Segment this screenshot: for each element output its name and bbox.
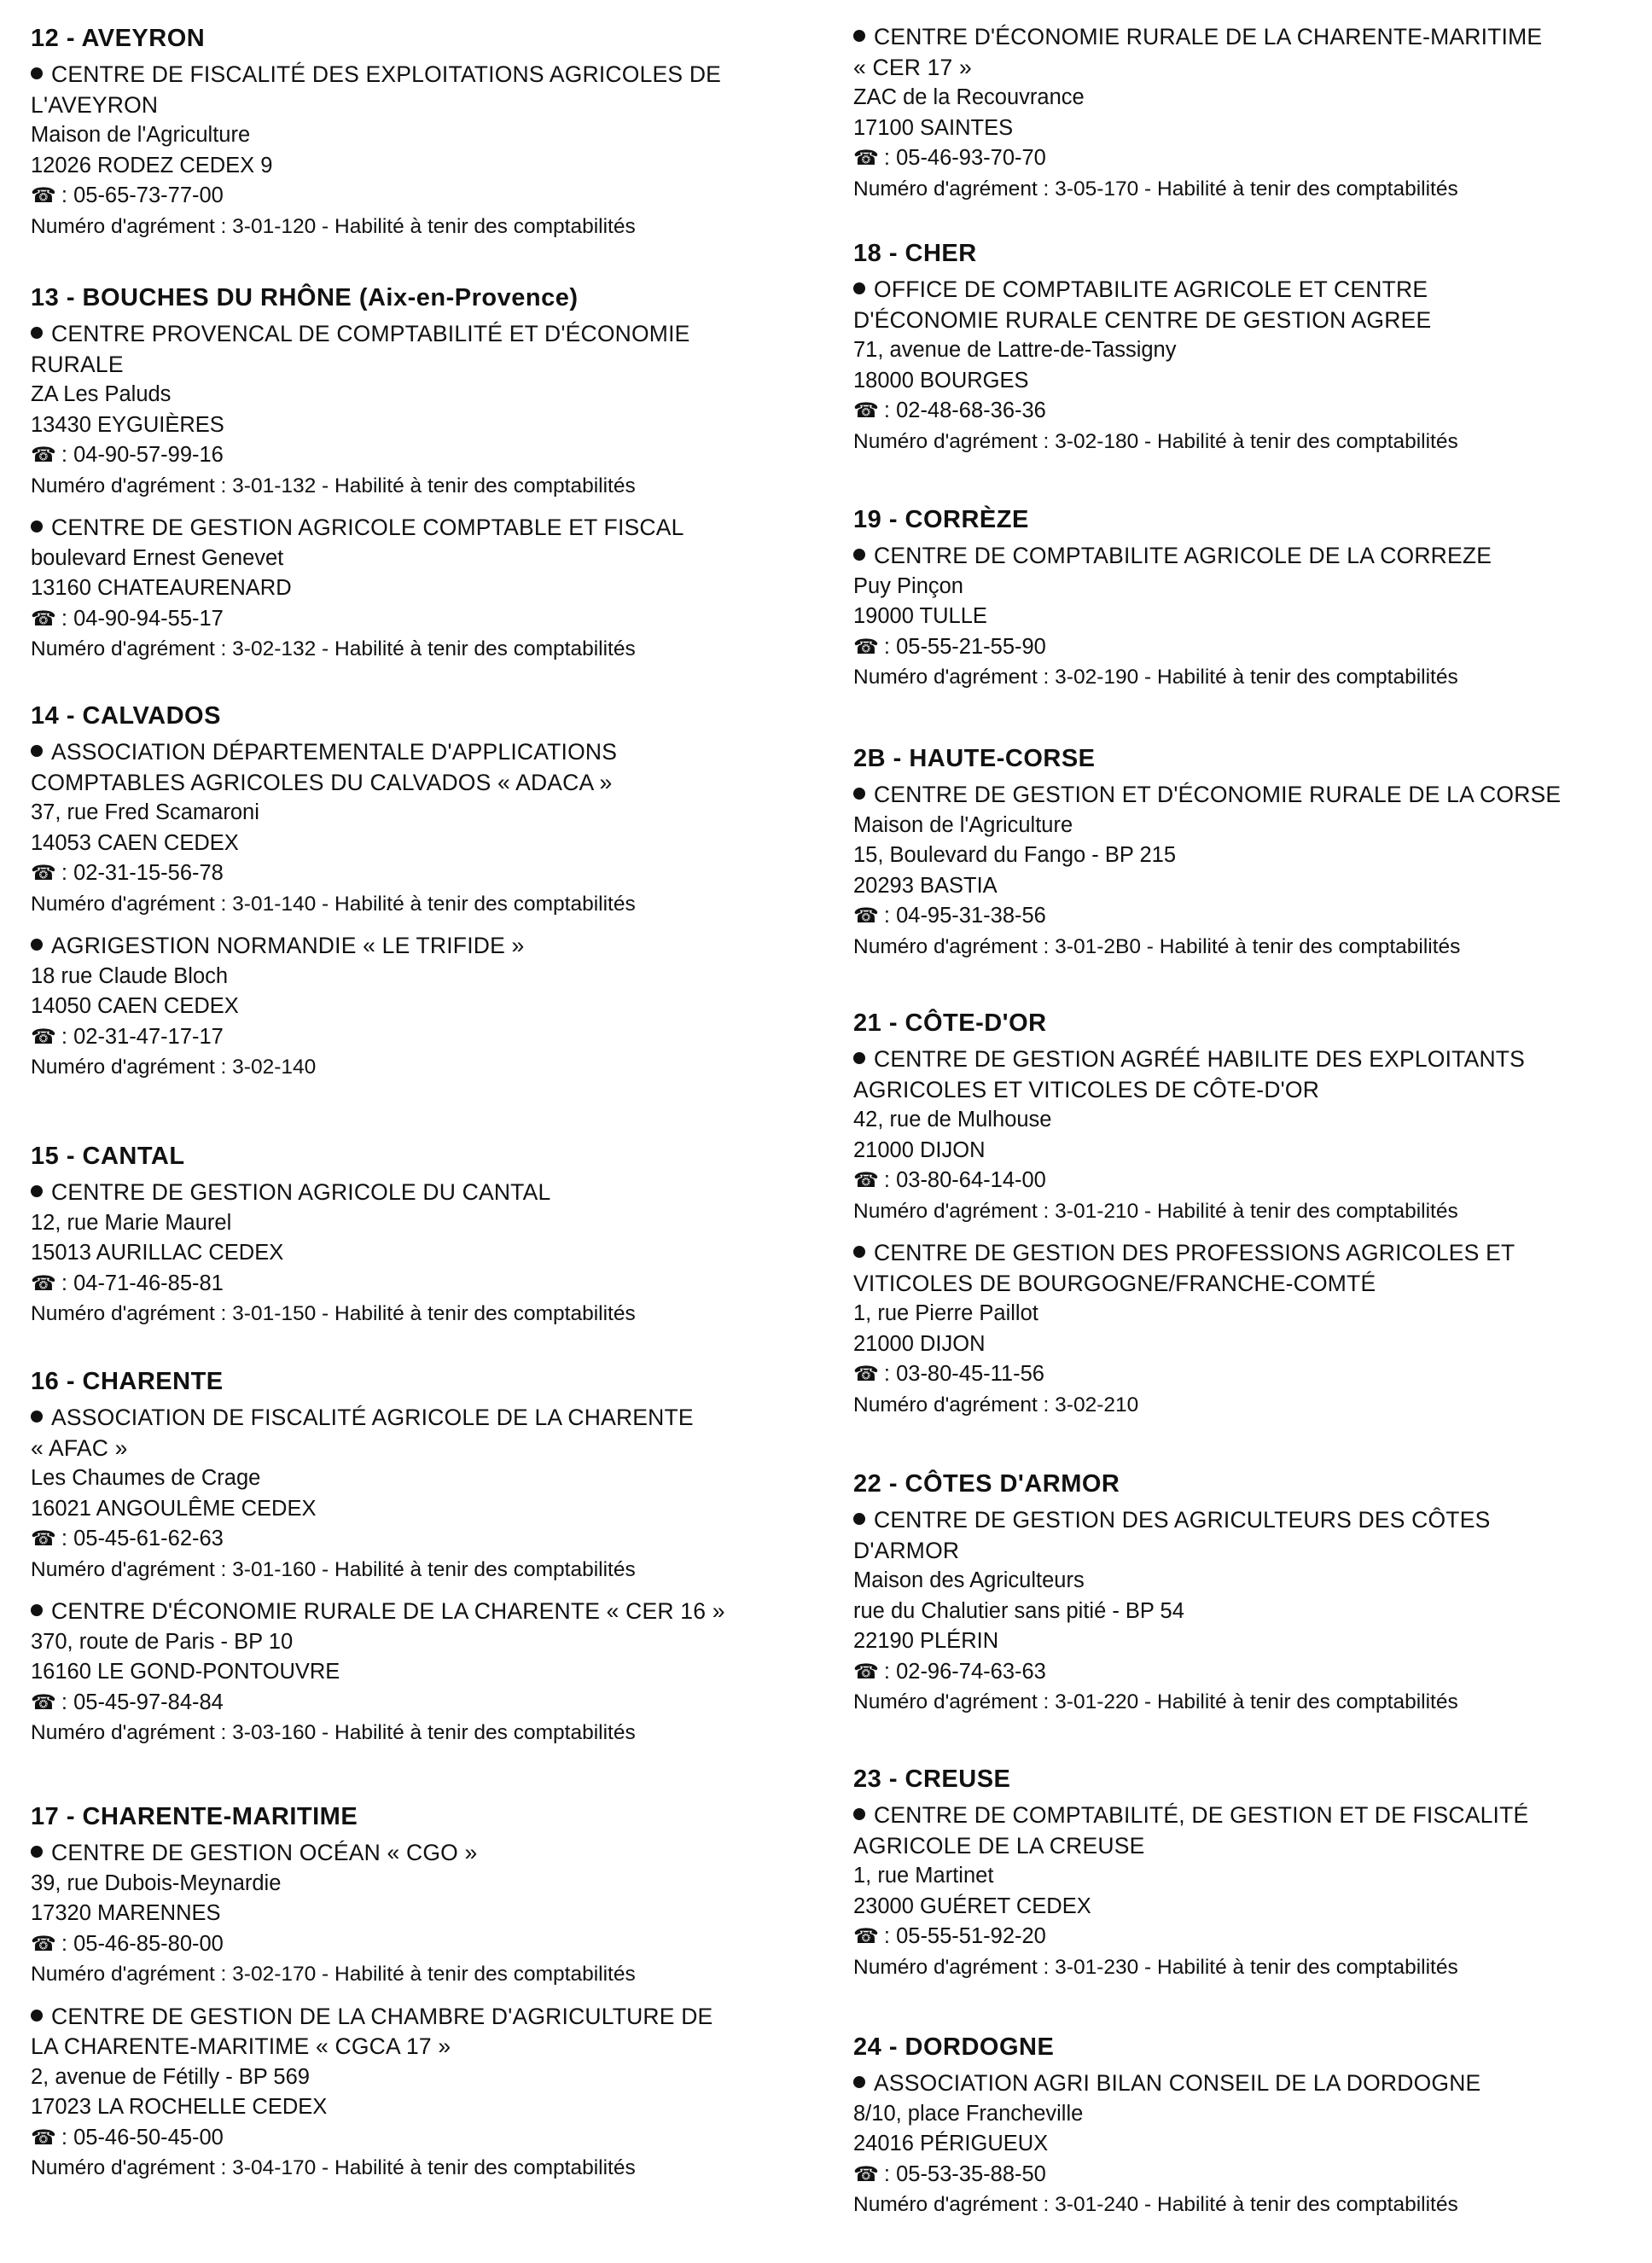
department-section — [853, 1468, 1490, 1718]
organization-name-line — [853, 275, 1458, 305]
organization-name-line — [853, 1044, 1525, 1075]
organization-name-text: D'ARMOR — [853, 1537, 960, 1563]
organization-entry — [853, 1505, 1490, 1718]
organization-name-line — [853, 2068, 1480, 2099]
organization-name-line — [853, 1075, 1525, 1106]
organization-name-text: D'ÉCONOMIE RURALE CENTRE DE GESTION AGREE — [853, 306, 1432, 333]
address-line: 15013 AURILLAC CEDEX — [31, 1241, 284, 1265]
address-line: 22190 PLÉRIN — [853, 1629, 999, 1653]
agrement-line: Numéro d'agrément : 3-02-190 - Habilité à tenir des comptabilités — [853, 666, 1458, 689]
phone-line — [31, 2123, 713, 2154]
address-line: 21000 DIJON — [853, 1137, 986, 1162]
organization-name-line — [853, 22, 1542, 53]
organization-name-text: CENTRE PROVENCAL DE COMPTABILITÉ ET D'ÉCONOMIE — [51, 321, 690, 346]
phone-number: : 04-95-31-38-56 — [883, 904, 1046, 928]
organization-entry — [853, 1238, 1525, 1420]
organization-name-line — [31, 931, 636, 962]
address-line: Maison de l'Agriculture — [853, 812, 1073, 837]
address-line: 18000 BOURGES — [853, 368, 1029, 393]
organization-name-text: CENTRE DE FISCALITÉ DES EXPLOITATIONS AGRICOLES DE — [51, 61, 722, 87]
address-line: rue du Chalutier sans pitié - BP 54 — [853, 1598, 1184, 1623]
department-title: 17 - CHARENTE-MARITIME — [31, 1803, 358, 1830]
phone-number: : 04-71-46-85-81 — [61, 1271, 224, 1295]
phone-line — [853, 901, 1561, 932]
phone-line — [31, 604, 690, 635]
address-line: 18 rue Claude Bloch — [31, 963, 229, 988]
organization-name-text: ASSOCIATION DÉPARTEMENTALE D'APPLICATIONS — [51, 739, 618, 765]
phone-line — [31, 1688, 725, 1719]
phone-line — [31, 181, 721, 212]
phone-line — [31, 858, 636, 889]
organization-entry — [853, 2068, 1480, 2220]
organization-entry — [853, 1801, 1528, 1982]
organization-name-line — [31, 513, 690, 544]
organization-name-line — [31, 1838, 713, 1869]
department-section — [31, 282, 690, 665]
organization-entry — [31, 1597, 725, 1748]
organization-name-line — [31, 350, 690, 381]
organization-name-line — [853, 1536, 1490, 1567]
bullet-icon — [31, 939, 43, 951]
organization-name-text: CENTRE DE COMPTABILITÉ, DE GESTION ET DE FISCALITÉ — [874, 1802, 1529, 1828]
phone-line — [853, 143, 1542, 174]
phone-number: : 05-45-97-84-84 — [61, 1690, 224, 1714]
bullet-icon — [853, 2076, 865, 2088]
organization-name-line — [31, 1178, 636, 1208]
phone-line — [853, 1359, 1525, 1390]
phone-line — [31, 1524, 725, 1555]
telephone-icon: ☎ — [853, 1925, 879, 1948]
phone-number: : 05-46-85-80-00 — [61, 1931, 224, 1956]
department-title: 19 - CORRÈZE — [853, 506, 1029, 533]
telephone-icon: ☎ — [31, 1025, 56, 1049]
department-title: 15 - CANTAL — [31, 1143, 185, 1170]
organization-entry — [31, 60, 721, 241]
organization-name-text: COMPTABLES AGRICOLES DU CALVADOS « ADACA » — [31, 769, 613, 795]
organization-name-line — [31, 2002, 713, 2033]
organization-entry — [853, 780, 1561, 962]
telephone-icon: ☎ — [853, 2162, 879, 2186]
organization-name-line — [853, 1505, 1490, 1536]
organization-name-text: AGRICOLE DE LA CREUSE — [853, 1832, 1145, 1859]
organization-name-text: AGRIGESTION NORMANDIE « LE TRIFIDE » — [51, 933, 525, 958]
address-line: 13430 EYGUIÈRES — [31, 412, 224, 437]
phone-number: : 02-48-68-36-36 — [883, 398, 1046, 422]
bullet-icon — [853, 1052, 865, 1064]
bullet-icon — [853, 1513, 865, 1525]
address-line: 39, rue Dubois-Meynardie — [31, 1870, 282, 1895]
bullet-icon — [31, 1185, 43, 1197]
department-title: 13 - BOUCHES DU RHÔNE (Aix-en-Provence) — [31, 284, 579, 311]
agrement-line: Numéro d'agrément : 3-01-230 - Habilité à tenir des comptabilités — [853, 1955, 1458, 1979]
address-line: 71, avenue de Lattre-de-Tassigny — [853, 338, 1177, 362]
organization-name-text: LA CHARENTE-MARITIME « CGCA 17 » — [31, 2033, 451, 2059]
organization-name-line — [31, 60, 721, 90]
telephone-icon: ☎ — [853, 1363, 879, 1386]
organization-name-text: « CER 17 » — [853, 54, 972, 80]
organization-name-text: ASSOCIATION AGRI BILAN CONSEIL DE LA DORDOGNE — [874, 2070, 1481, 2096]
address-line: 13160 CHATEAURENARD — [31, 576, 292, 600]
department-section — [853, 237, 1458, 457]
organization-name-text: RURALE — [31, 351, 124, 377]
organization-name-text: « AFAC » — [31, 1434, 128, 1461]
department-title: 21 - CÔTE-D'OR — [853, 1009, 1047, 1037]
phone-number: : 05-55-21-55-90 — [883, 634, 1046, 659]
address-line: ZAC de la Recouvrance — [853, 85, 1085, 109]
phone-number: : 03-80-64-14-00 — [883, 1168, 1046, 1192]
phone-line — [853, 1657, 1490, 1688]
agrement-line: Numéro d'agrément : 3-01-220 - Habilité à tenir des comptabilités — [853, 1690, 1458, 1713]
agrement-line: Numéro d'agrément : 3-01-160 - Habilité à tenir des comptabilités — [31, 1557, 636, 1581]
address-line: boulevard Ernest Genevet — [31, 545, 284, 570]
department-title: 12 - AVEYRON — [31, 25, 206, 52]
organization-name-line — [853, 1831, 1528, 1862]
agrement-line: Numéro d'agrément : 3-02-210 — [853, 1393, 1139, 1417]
phone-line — [31, 1022, 636, 1053]
organization-name-line — [853, 541, 1492, 572]
phone-number: : 03-80-45-11-56 — [883, 1362, 1044, 1386]
address-line: 23000 GUÉRET CEDEX — [853, 1894, 1091, 1918]
phone-number: : 02-31-15-56-78 — [61, 861, 224, 885]
organization-name-text: CENTRE D'ÉCONOMIE RURALE DE LA CHARENTE-MARITIME — [874, 24, 1543, 49]
organization-entry — [853, 1044, 1525, 1226]
organization-name-text: AGRICOLES ET VITICOLES DE CÔTE-D'OR — [853, 1076, 1320, 1102]
department-title: 2B - HAUTE-CORSE — [853, 745, 1096, 772]
agrement-line: Numéro d'agrément : 3-01-120 - Habilité à tenir des comptabilités — [31, 214, 636, 238]
organization-entry — [853, 22, 1542, 204]
telephone-icon: ☎ — [853, 1660, 879, 1684]
address-line: Les Chaumes de Crage — [31, 1466, 261, 1490]
address-line: 12026 RODEZ CEDEX 9 — [31, 153, 273, 177]
address-line: 14050 CAEN CEDEX — [31, 994, 239, 1018]
phone-line — [31, 440, 690, 471]
department-section — [853, 17, 1542, 204]
address-line: 37, rue Fred Scamaroni — [31, 800, 259, 824]
department-section — [853, 1007, 1525, 1420]
organization-name-line — [853, 1801, 1528, 1831]
bullet-icon — [31, 521, 43, 532]
agrement-line: Numéro d'agrément : 3-02-180 - Habilité à tenir des comptabilités — [853, 429, 1458, 453]
bullet-icon — [31, 1604, 43, 1616]
address-line: 17100 SAINTES — [853, 115, 1014, 140]
telephone-icon: ☎ — [853, 1169, 879, 1192]
organization-name-line — [853, 780, 1561, 811]
department-title: 14 - CALVADOS — [31, 702, 221, 730]
organization-name-text: CENTRE DE GESTION DES PROFESSIONS AGRICOLES ET — [874, 1240, 1515, 1265]
address-line: 14053 CAEN CEDEX — [31, 830, 239, 855]
phone-number: : 02-96-74-63-63 — [883, 1659, 1046, 1684]
organization-name-text: CENTRE DE GESTION ET D'ÉCONOMIE RURALE DE LA CORSE — [874, 782, 1562, 807]
organization-name-line — [31, 1597, 725, 1627]
department-title: 18 - CHER — [853, 240, 977, 267]
bullet-icon — [853, 1246, 865, 1258]
agrement-line: Numéro d'agrément : 3-01-240 - Habilité à tenir des comptabilités — [853, 2193, 1458, 2216]
organization-entry — [31, 737, 636, 919]
address-line: ZA Les Paluds — [31, 382, 172, 406]
department-title: 23 - CREUSE — [853, 1766, 1011, 1793]
telephone-icon: ☎ — [31, 1527, 56, 1550]
organization-name-text: CENTRE DE GESTION OCÉAN « CGO » — [51, 1840, 478, 1865]
address-line: Maison de l'Agriculture — [31, 123, 251, 147]
organization-entry — [31, 1403, 725, 1585]
agrement-line: Numéro d'agrément : 3-02-132 - Habilité à tenir des comptabilités — [31, 637, 636, 660]
phone-number: : 04-90-94-55-17 — [61, 606, 224, 631]
phone-number: : 05-45-61-62-63 — [61, 1527, 224, 1550]
telephone-icon: ☎ — [31, 1932, 56, 1956]
department-section — [31, 1140, 636, 1329]
department-section — [31, 700, 636, 1083]
telephone-icon: ☎ — [31, 862, 56, 885]
phone-line — [31, 1929, 713, 1960]
telephone-icon: ☎ — [31, 444, 56, 467]
bullet-icon — [31, 327, 43, 339]
address-line: 17023 LA ROCHELLE CEDEX — [31, 2095, 328, 2119]
organization-name-text: CENTRE DE COMPTABILITE AGRICOLE DE LA CORREZE — [874, 543, 1492, 568]
phone-number: : 05-53-35-88-50 — [883, 2161, 1046, 2186]
agrement-line: Numéro d'agrément : 3-01-140 - Habilité à tenir des comptabilités — [31, 892, 636, 916]
agrement-line: Numéro d'agrément : 3-05-170 - Habilité à tenir des comptabilités — [853, 177, 1458, 201]
phone-line — [853, 632, 1492, 663]
organization-entry — [31, 931, 636, 1083]
agrement-line: Numéro d'agrément : 3-04-170 - Habilité à tenir des comptabilités — [31, 2156, 636, 2179]
organization-name-text: ASSOCIATION DE FISCALITÉ AGRICOLE DE LA CHARENTE — [51, 1405, 694, 1430]
organization-name-text: L'AVEYRON — [31, 91, 159, 118]
address-line: 1, rue Pierre Paillot — [853, 1301, 1038, 1325]
organization-name-line — [31, 90, 721, 121]
phone-line — [853, 1166, 1525, 1196]
bullet-icon — [853, 549, 865, 561]
address-line: 15, Boulevard du Fango - BP 215 — [853, 843, 1177, 867]
department-section — [31, 22, 721, 241]
address-line: 1, rue Martinet — [853, 1864, 994, 1888]
address-line: 24016 PÉRIGUEUX — [853, 2132, 1049, 2155]
address-line: 20293 BASTIA — [853, 873, 998, 898]
address-line: 370, route de Paris - BP 10 — [31, 1629, 294, 1654]
phone-line — [853, 396, 1458, 427]
organization-entry — [31, 1178, 636, 1329]
department-section — [31, 1365, 725, 1748]
organization-name-line — [31, 1403, 725, 1434]
address-line: 12, rue Marie Maurel — [31, 1210, 232, 1235]
department-section — [853, 503, 1492, 693]
department-section — [853, 2031, 1480, 2220]
organization-name-text: CENTRE D'ÉCONOMIE RURALE DE LA CHARENTE « CER 16 » — [51, 1598, 725, 1624]
address-line: Puy Pinçon — [853, 573, 963, 598]
phone-line — [853, 1922, 1528, 1952]
bullet-icon — [31, 745, 43, 757]
department-title: 24 - DORDOGNE — [853, 2033, 1055, 2061]
address-line: 16160 LE GOND-PONTOUVRE — [31, 1660, 340, 1684]
organization-name-line — [853, 1269, 1525, 1300]
address-line: 19000 TULLE — [853, 604, 987, 628]
phone-number: : 05-65-73-77-00 — [61, 183, 224, 207]
organization-name-text: CENTRE DE GESTION AGRICOLE DU CANTAL — [51, 1179, 551, 1205]
bullet-icon — [853, 1808, 865, 1820]
telephone-icon: ☎ — [853, 399, 879, 422]
department-section — [31, 1801, 713, 2184]
agrement-line: Numéro d'agrément : 3-01-210 - Habilité à tenir des comptabilités — [853, 1199, 1458, 1223]
agrement-line: Numéro d'agrément : 3-02-140 — [31, 1056, 317, 1079]
organization-name-line — [31, 737, 636, 768]
telephone-icon: ☎ — [31, 2126, 56, 2150]
department-section — [853, 742, 1561, 962]
bullet-icon — [31, 2010, 43, 2022]
telephone-icon: ☎ — [31, 184, 56, 207]
telephone-icon: ☎ — [853, 147, 879, 170]
organization-name-line — [31, 2032, 713, 2062]
agrement-line: Numéro d'agrément : 3-03-160 - Habilité à tenir des comptabilités — [31, 1721, 636, 1744]
address-line: 17320 MARENNES — [31, 1901, 221, 1925]
telephone-icon: ☎ — [31, 1690, 56, 1714]
phone-number: : 05-46-93-70-70 — [883, 146, 1046, 170]
phone-number: : 05-46-50-45-00 — [61, 2125, 224, 2150]
organization-entry — [31, 1838, 713, 1990]
telephone-icon: ☎ — [853, 905, 879, 928]
organization-entry — [853, 275, 1458, 457]
organization-name-line — [31, 768, 636, 799]
organization-name-text: OFFICE DE COMPTABILITE AGRICOLE ET CENTRE — [874, 276, 1428, 302]
organization-name-text: CENTRE DE GESTION AGRICOLE COMPTABLE ET FISCAL — [51, 515, 684, 540]
agrement-line: Numéro d'agrément : 3-01-150 - Habilité à tenir des comptabilités — [31, 1302, 636, 1325]
phone-number: : 04-90-57-99-16 — [61, 443, 224, 467]
bullet-icon — [853, 30, 865, 42]
address-line: 42, rue de Mulhouse — [853, 1108, 1052, 1132]
phone-number: : 02-31-47-17-17 — [61, 1024, 224, 1049]
address-line: 8/10, place Francheville — [853, 2101, 1084, 2126]
bullet-icon — [31, 67, 43, 79]
bullet-icon — [31, 1846, 43, 1858]
agrement-line: Numéro d'agrément : 3-01-132 - Habilité à tenir des comptabilités — [31, 474, 636, 497]
department-title: 22 - CÔTES D'ARMOR — [853, 1470, 1120, 1498]
address-line: 21000 DIJON — [853, 1331, 986, 1356]
organization-name-line — [853, 1238, 1525, 1269]
bullet-icon — [31, 1411, 43, 1422]
organization-name-line — [31, 319, 690, 350]
bullet-icon — [853, 788, 865, 800]
organization-name-line — [31, 1434, 725, 1464]
organization-name-line — [853, 53, 1542, 84]
bullet-icon — [853, 282, 865, 294]
organization-name-text: CENTRE DE GESTION DE LA CHAMBRE D'AGRICULTURE DE — [51, 2003, 713, 2029]
organization-entry — [31, 2002, 713, 2184]
address-line: 16021 ANGOULÊME CEDEX — [31, 1496, 317, 1521]
organization-entry — [853, 541, 1492, 693]
agrement-line: Numéro d'agrément : 3-02-170 - Habilité à tenir des comptabilités — [31, 1963, 636, 1986]
department-section — [853, 1763, 1528, 1982]
phone-number: : 05-55-51-92-20 — [883, 1924, 1046, 1948]
organization-entry — [31, 319, 690, 501]
organization-name-text: CENTRE DE GESTION AGRÉÉ HABILITE DES EXPLOITANTS — [874, 1046, 1526, 1072]
address-line: Maison des Agriculteurs — [853, 1568, 1085, 1592]
telephone-icon: ☎ — [31, 1271, 56, 1295]
organization-name-text: CENTRE DE GESTION DES AGRICULTEURS DES CÔTES — [874, 1507, 1491, 1533]
address-line: 2, avenue de Fétilly - BP 569 — [31, 2064, 310, 2089]
agrement-line: Numéro d'agrément : 3-01-2B0 - Habilité à tenir des comptabilités — [853, 934, 1461, 958]
organization-name-line — [853, 305, 1458, 336]
telephone-icon: ☎ — [31, 607, 56, 631]
organization-entry — [31, 513, 690, 665]
department-title: 16 - CHARENTE — [31, 1368, 224, 1395]
phone-line — [31, 1269, 636, 1300]
phone-line — [853, 2160, 1480, 2190]
organization-name-text: VITICOLES DE BOURGOGNE/FRANCHE-COMTÉ — [853, 1270, 1376, 1296]
telephone-icon: ☎ — [853, 635, 879, 659]
